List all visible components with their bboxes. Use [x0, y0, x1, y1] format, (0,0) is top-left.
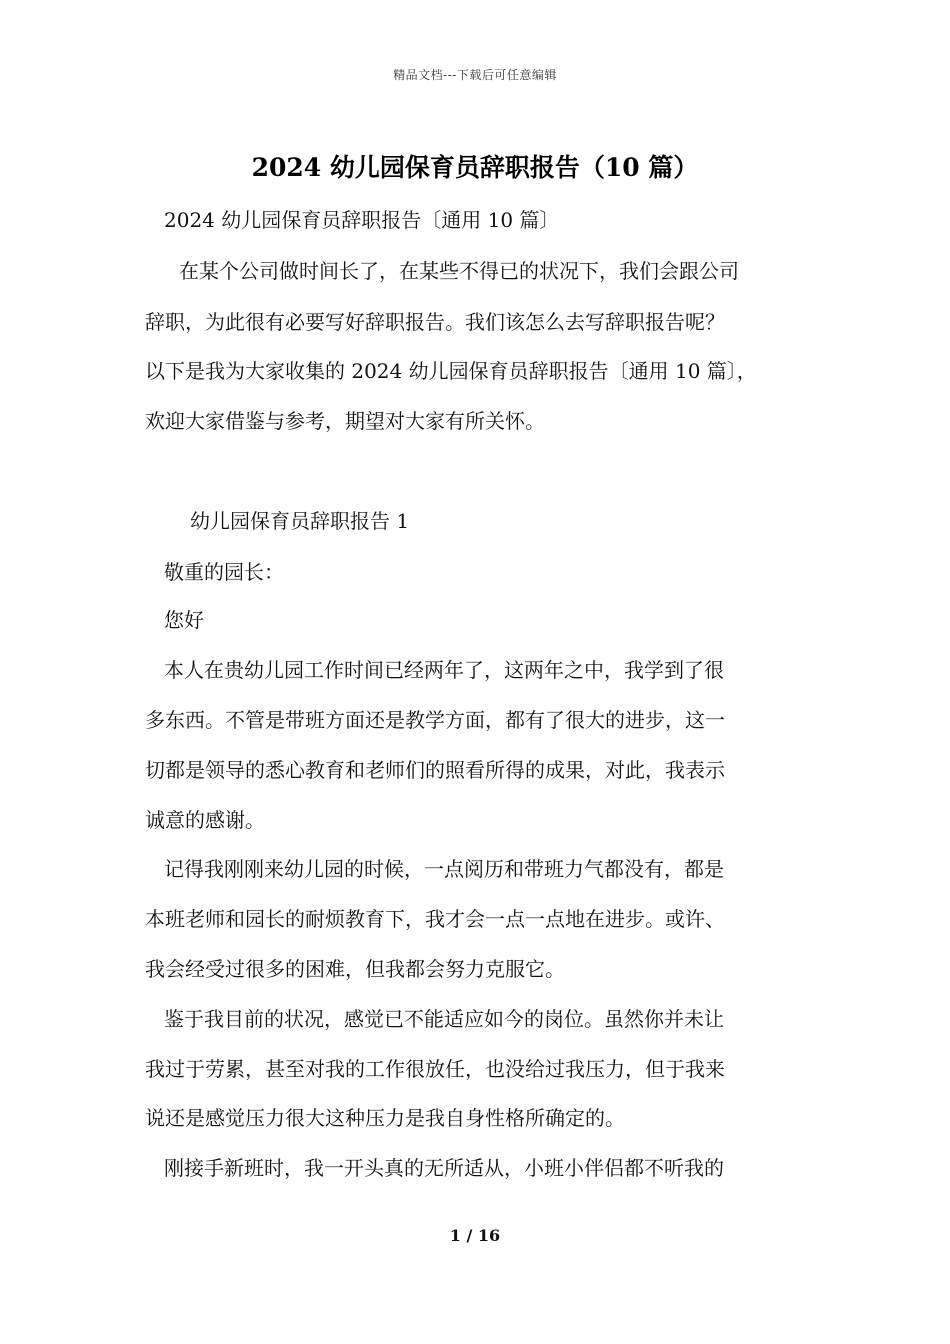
paragraph3-line-3: 说还是感觉压力很大这种压力是我自身性格所确定的。 — [145, 1106, 625, 1130]
paragraph3-line-1: 鉴于我目前的状况，感觉已不能适应如今的岗位。虽然你并未让 — [164, 1007, 724, 1031]
greeting: 您好 — [164, 608, 204, 632]
paragraph1-line-1: 本人在贵幼儿园工作时间已经两年了，这两年之中，我学到了很 — [164, 658, 724, 682]
intro-line-1: 在某个公司做时间长了，在某些不得已的状况下，我们会跟公司 — [179, 259, 739, 283]
paragraph4-line-1: 刚接手新班时，我一开头真的无所适从，小班小伴侣都不听我的 — [164, 1156, 724, 1180]
paragraph3-line-2: 我过于劳累，甚至对我的工作很放任，也没给过我压力，但于我来 — [145, 1057, 725, 1081]
page-header: 精品文档---下载后可任意编辑 — [393, 68, 557, 82]
salutation: 敬重的园长： — [164, 560, 284, 584]
intro-line-4: 欢迎大家借鉴与参考，期望对大家有所关怀。 — [145, 409, 545, 433]
page-number: 1 / 16 — [449, 1226, 501, 1245]
paragraph2-line-2: 本班老师和园长的耐烦教育下，我才会一点一点地在进步。或许、 — [145, 907, 725, 931]
paragraph1-line-4: 诚意的感谢。 — [145, 808, 265, 832]
document-subtitle: 2024 幼儿园保育员辞职报告〔通用 10 篇〕 — [164, 208, 560, 232]
paragraph2-line-3: 我会经受过很多的困难，但我都会努力克服它。 — [145, 957, 565, 981]
section-heading: 幼儿园保育员辞职报告 1 — [190, 509, 410, 533]
paragraph1-line-3: 切都是领导的悉心教育和老师们的照看所得的成果，对此，我表示 — [145, 758, 725, 782]
paragraph2-line-1: 记得我刚刚来幼儿园的时候，一点阅历和带班力气都没有，都是 — [164, 857, 724, 881]
intro-line-2: 辞职，为此很有必要写好辞职报告。我们该怎么去写辞职报告呢？ — [145, 310, 725, 334]
intro-line-3: 以下是我为大家收集的 2024 幼儿园保育员辞职报告〔通用 10 篇〕， — [145, 359, 757, 383]
document-title: 2024 幼儿园保育员辞职报告（10 篇） — [251, 153, 699, 182]
paragraph1-line-2: 多东西。不管是带班方面还是教学方面，都有了很大的进步，这一 — [145, 708, 725, 732]
